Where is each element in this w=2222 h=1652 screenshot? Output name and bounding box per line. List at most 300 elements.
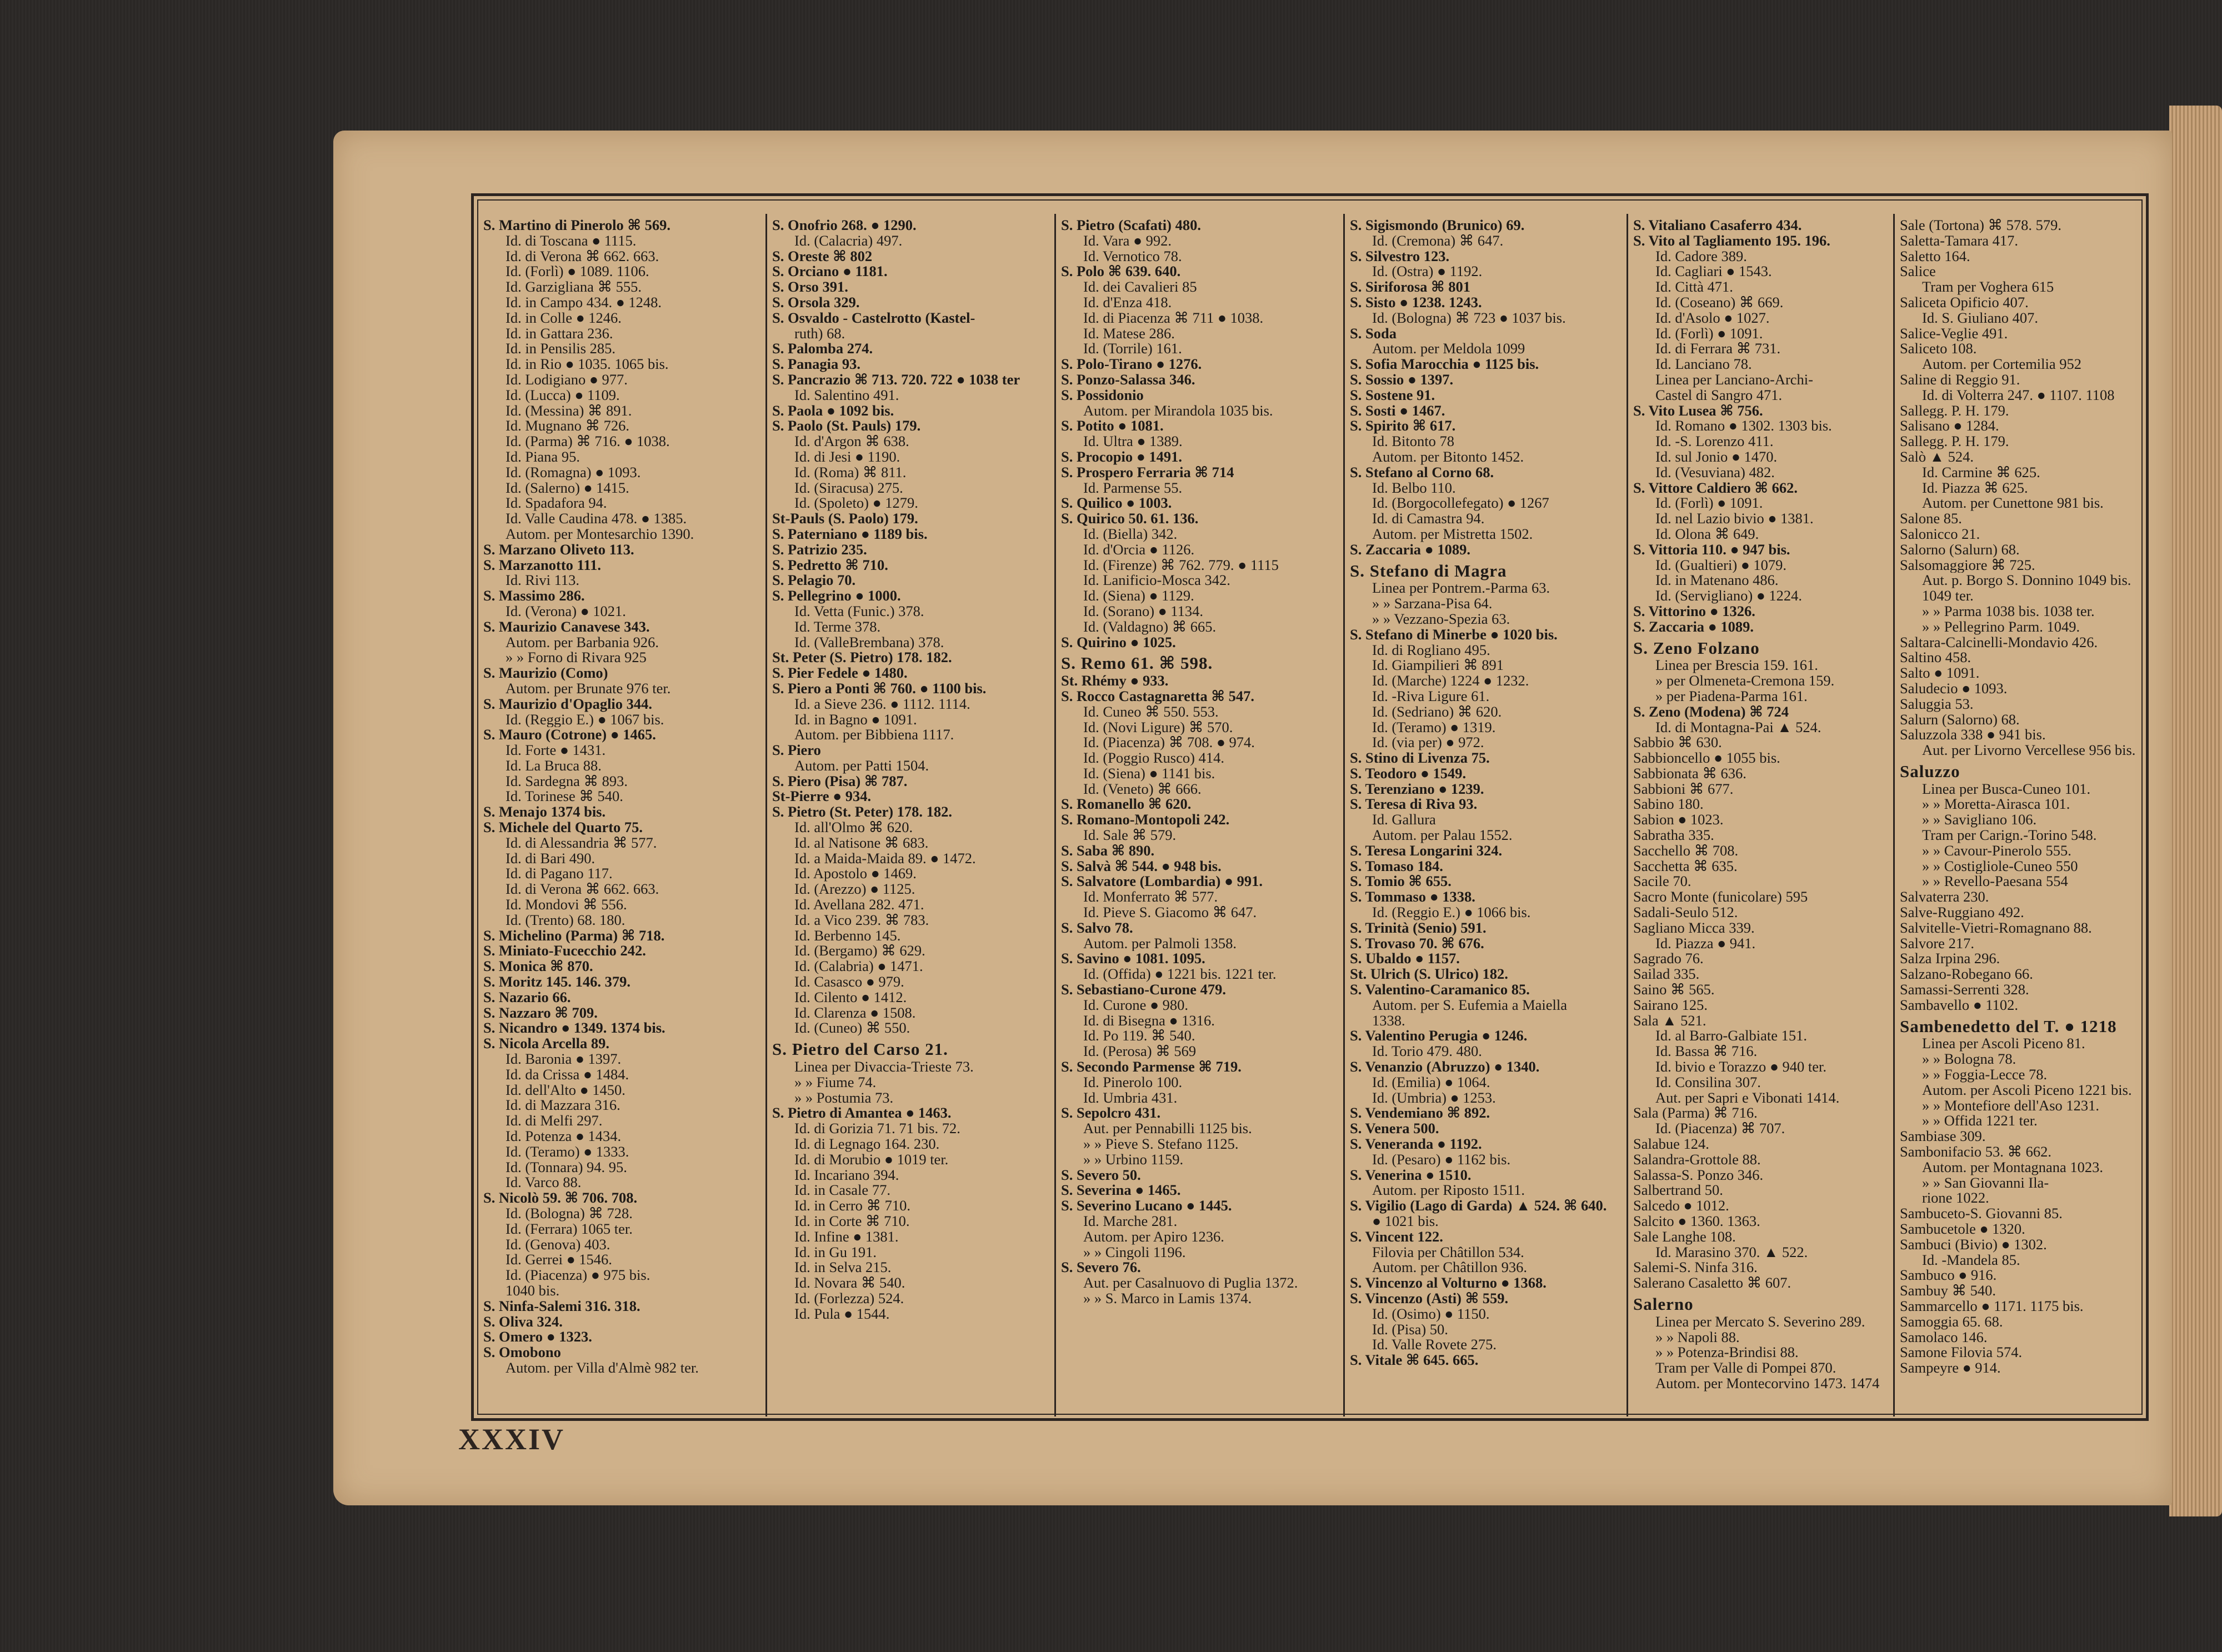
index-entry: Sabbioncello ● 1055 bis. — [1633, 750, 1780, 766]
index-entry: Id. S. Giuliano 407. — [1922, 310, 2039, 326]
index-entry: Id. di Verona ⌘ 662. 663. — [506, 882, 659, 898]
index-entry: Id. Avellana 282. 471. — [794, 897, 924, 913]
index-entry: Id. (Offida) ● 1221 bis. 1221 ter. — [1083, 967, 1277, 983]
index-entry: rione 1022. — [1922, 1190, 1989, 1207]
index-entry: S. Sigismondo (Brunico) 69. — [1350, 218, 1525, 233]
index-entry: Id. (Teramo) ● 1333. — [506, 1144, 629, 1160]
index-entry: Salonicco 21. — [1900, 526, 1980, 542]
index-entry: Salzano-Robegano 66. — [1900, 967, 2033, 983]
index-column-2 — [772, 218, 1050, 1415]
section-heading: Salerno — [1633, 1294, 1694, 1314]
index-entry: S. Vitale ⌘ 645. 665. — [1350, 1353, 1479, 1368]
index-entry: Autom. per Montesarchio 1390. — [506, 526, 694, 542]
index-entry: Salcedo ● 1012. — [1633, 1198, 1729, 1214]
index-entry: » » Parma 1038 bis. 1038 ter. — [1922, 603, 2095, 619]
index-entry: Id. di Gorizia 71. 71 bis. 72. — [794, 1121, 960, 1137]
index-entry: Saino ⌘ 565. — [1633, 982, 1715, 998]
index-entry: Saltara-Calcinelli-Mondavio 426. — [1900, 634, 2098, 650]
column-divider — [1893, 214, 1895, 1416]
index-entry: S. Orsola 329. — [772, 294, 860, 311]
index-entry: Id. (Gualtieri) ● 1079. — [1655, 557, 1787, 573]
index-entry: Id. (Pesaro) ● 1162 bis. — [1372, 1152, 1511, 1168]
index-entry: Linea per Pontrem.-Parma 63. — [1372, 580, 1550, 597]
index-entry: S. Marzano Oliveto 113. — [483, 542, 634, 558]
index-entry: Id. (Trento) 68. 180. — [506, 912, 625, 928]
index-entry: Autom. per Bibbiena 1117. — [794, 727, 954, 743]
index-entry: Id. Cilento ● 1412. — [794, 989, 907, 1005]
index-entry: Id. (Novi Ligure) ⌘ 570. — [1083, 719, 1233, 735]
index-entry: Id. (Reggio E.) ● 1067 bis. — [506, 712, 664, 728]
index-entry: St-Pauls (S. Paolo) 179. — [772, 511, 918, 527]
index-entry: Tram per Valle di Pompei 870. — [1655, 1360, 1836, 1376]
index-entry: » » Urbino 1159. — [1083, 1152, 1184, 1168]
index-entry: » per Piadena-Parma 161. — [1655, 688, 1808, 704]
index-entry: S. Teresa di Riva 93. — [1350, 797, 1478, 813]
index-entry: Linea per Ascoli Piceno 81. — [1922, 1036, 2085, 1052]
index-entry: Id. Valle Rovete 275. — [1372, 1337, 1497, 1353]
index-entry: Id. (Romagna) ● 1093. — [506, 464, 641, 480]
index-entry: Id. (Siena) ● 1129. — [1083, 588, 1194, 604]
index-entry: » » Moretta-Airasca 101. — [1922, 797, 2070, 813]
index-entry: Id. in Matenano 486. — [1655, 573, 1779, 589]
index-entry: Saliceto 108. — [1900, 341, 1977, 357]
index-entry: Salto ● 1091. — [1900, 665, 1980, 681]
index-entry: Id. Sale ⌘ 579. — [1083, 828, 1177, 843]
index-entry: Id. (Parma) ⌘ 716. ● 1038. — [506, 434, 670, 449]
index-entry: Id. (Vesuviana) 482. — [1655, 464, 1775, 480]
index-column-5 — [1633, 218, 1889, 1415]
index-entry: Id. (Arezzo) ● 1125. — [794, 882, 915, 898]
index-entry: Id. Clarenza ● 1508. — [794, 1005, 916, 1021]
index-entry: S. Quirico 50. 61. 136. — [1061, 511, 1199, 527]
index-entry: Tram per Carign.-Torino 548. — [1922, 828, 2097, 843]
index-entry: Id. al Natisone ⌘ 683. — [794, 835, 929, 851]
index-entry: Id. a Sieve 236. ● 1112. 1114. — [794, 696, 970, 712]
index-entry: Id. (Ostra) ● 1192. — [1372, 264, 1483, 280]
index-entry: Saludecio ● 1093. — [1900, 680, 2008, 697]
index-entry: Id. all'Olmo ⌘ 620. — [794, 820, 913, 835]
index-entry: S. Paolo (St. Pauls) 179. — [772, 418, 921, 434]
index-entry: Salsomaggiore ⌘ 725. — [1900, 557, 2035, 573]
index-entry: Id. Città 471. — [1655, 279, 1733, 295]
index-entry: Id. (Spoleto) ● 1279. — [794, 495, 918, 512]
index-entry: Id. di Bari 490. — [506, 850, 595, 867]
index-entry: S. Pietro (St. Peter) 178. 182. — [772, 804, 953, 820]
index-entry: Linea per Mercato S. Severino 289. — [1655, 1314, 1865, 1330]
index-entry: Id. Cagliari ● 1543. — [1655, 264, 1772, 280]
index-column-6 — [1900, 218, 2144, 1415]
index-entry: Sambonifacio 53. ⌘ 662. — [1900, 1144, 2052, 1160]
index-entry: S. Romanello ⌘ 620. — [1061, 797, 1192, 813]
index-entry: S. Vito al Tagliamento 195. 196. — [1633, 233, 1830, 249]
index-entry: » » Fiume 74. — [794, 1074, 877, 1090]
index-entry: Id. Apostolo ● 1469. — [794, 866, 917, 882]
index-entry: S. Paterniano ● 1189 bis. — [772, 526, 928, 542]
index-entry: Salone 85. — [1900, 511, 1962, 527]
index-entry: Id. (Borgocollefegato) ● 1267 — [1372, 495, 1549, 512]
index-entry: S. Valentino Perugia ● 1246. — [1350, 1028, 1528, 1044]
index-entry: » per Olmeneta-Cremona 159. — [1655, 673, 1835, 689]
index-entry: Salurn (Salorno) 68. — [1900, 712, 2020, 728]
index-entry: » » Costigliole-Cuneo 550 — [1922, 858, 2078, 874]
index-entry: St. Rhémy ● 933. — [1061, 673, 1169, 689]
index-entry: Id. Spadafora 94. — [506, 495, 607, 512]
index-entry: Id. (Emilia) ● 1064. — [1372, 1074, 1490, 1090]
index-entry: S. Vendemiano ⌘ 892. — [1350, 1105, 1490, 1122]
index-entry: S. Sepolcro 431. — [1061, 1105, 1161, 1122]
index-entry: Id. Torio 479. 480. — [1372, 1044, 1482, 1060]
index-entry: Sairano 125. — [1633, 997, 1708, 1013]
index-entry: » » Montefiore dell'Aso 1231. — [1922, 1098, 2100, 1114]
index-entry: Id. Mondovi ⌘ 556. — [506, 897, 627, 913]
index-entry: Salvitelle-Vietri-Romagnano 88. — [1900, 920, 2092, 936]
index-entry: Id. Rivi 113. — [506, 573, 579, 589]
index-entry: Sadali-Seulo 512. — [1633, 905, 1738, 920]
index-entry: Id. (Osimo) ● 1150. — [1372, 1306, 1490, 1322]
index-entry: Id. (Umbria) ● 1253. — [1372, 1090, 1496, 1106]
index-entry: Autom. per Mirandola 1035 bis. — [1083, 403, 1273, 419]
index-entry: S. Vincenzo al Volturno ● 1368. — [1350, 1275, 1547, 1291]
index-entry: St. Peter (S. Pietro) 178. 182. — [772, 650, 952, 666]
index-entry: S. Severo 50. — [1061, 1167, 1141, 1183]
index-entry: Id. Forte ● 1431. — [506, 743, 606, 758]
index-entry: S. Zaccaria ● 1089. — [1350, 542, 1470, 558]
index-entry: Id. (Forlì) ● 1091. — [1655, 326, 1763, 342]
index-entry: S. Omero ● 1323. — [483, 1329, 592, 1345]
index-entry: Salvore 217. — [1900, 935, 1974, 952]
index-entry: Id. (Sorano) ● 1134. — [1083, 603, 1203, 619]
index-entry: S. Salvatore (Lombardia) ● 991. — [1061, 874, 1263, 890]
index-entry: 1040 bis. — [506, 1283, 560, 1299]
index-entry: Id. (Coseano) ⌘ 669. — [1655, 294, 1784, 311]
index-entry: » » Savigliano 106. — [1922, 812, 2037, 828]
index-entry: Id. (Biella) 342. — [1083, 526, 1178, 542]
index-entry: 1338. — [1372, 1013, 1405, 1029]
column-divider — [1054, 214, 1056, 1416]
index-entry: Id. di Legnago 164. 230. — [794, 1137, 940, 1152]
index-entry: Sabratha 335. — [1633, 828, 1714, 843]
index-entry: Sacchetta ⌘ 635. — [1633, 858, 1738, 874]
index-entry: S. Teodoro ● 1549. — [1350, 765, 1467, 782]
index-entry: Id. di Camastra 94. — [1372, 511, 1485, 527]
index-entry: Sagrado 76. — [1633, 951, 1704, 967]
index-entry: Id. (Siracusa) 275. — [794, 480, 903, 496]
index-entry: Id. a Vico 239. ⌘ 783. — [794, 912, 929, 928]
column-divider — [1343, 214, 1345, 1416]
index-entry: Salvaterra 230. — [1900, 889, 1989, 905]
index-entry: Id. (Messina) ⌘ 891. — [506, 403, 632, 419]
index-entry: Id. di Melfi 297. — [506, 1113, 603, 1129]
index-entry: S. Pier Fedele ● 1480. — [772, 665, 908, 681]
index-entry: S. Vigilio (Lago di Garda) ▲ 524. ⌘ 640. — [1350, 1198, 1607, 1214]
index-entry: S. Savino ● 1081. 1095. — [1061, 951, 1205, 967]
index-entry: Autom. per Cunettone 981 bis. — [1922, 495, 2104, 512]
index-entry: S. Oreste ⌘ 802 — [772, 248, 873, 264]
index-entry: S. Terenziano ● 1239. — [1350, 781, 1484, 797]
index-entry: Id. in Corte ⌘ 710. — [794, 1214, 910, 1229]
index-entry: Sabino 180. — [1633, 797, 1704, 813]
index-entry: Id. (Poggio Rusco) 414. — [1083, 750, 1224, 766]
column-divider — [765, 214, 767, 1416]
index-entry: S. Paola ● 1092 bis. — [772, 403, 894, 419]
index-entry: Id. Matese 286. — [1083, 326, 1175, 342]
index-entry: S. Maurizio d'Opaglio 344. — [483, 696, 653, 712]
section-heading: S. Stefano di Magra — [1350, 560, 1507, 580]
index-entry: Id. (Cremona) ⌘ 647. — [1372, 233, 1504, 249]
index-entry: Id. Romano ● 1302. 1303 bis. — [1655, 418, 1832, 434]
index-entry: Sabbio ⌘ 630. — [1633, 735, 1722, 751]
index-entry: Saletta-Tamara 417. — [1900, 233, 2018, 249]
index-entry: S. Stefano al Corno 68. — [1350, 464, 1494, 480]
index-entry: Id. Gerrei ● 1546. — [506, 1252, 612, 1268]
index-entry: Autom. per Bitonto 1452. — [1372, 449, 1524, 465]
index-entry: Saline di Reggio 91. — [1900, 372, 2020, 388]
index-entry: Samolaco 146. — [1900, 1329, 1988, 1345]
index-entry: Salbertrand 50. — [1633, 1183, 1723, 1199]
index-entry: Salcito ● 1360. 1363. — [1633, 1214, 1760, 1229]
index-entry: Id. in Rio ● 1035. 1065 bis. — [506, 357, 669, 372]
index-entry: Id. nel Lazio bivio ● 1381. — [1655, 511, 1814, 527]
index-entry: S. Sebastiano-Curone 479. — [1061, 982, 1226, 998]
index-entry: Id. (ValleBrembana) 378. — [794, 634, 944, 650]
index-entry: » » Foggia-Lecce 78. — [1922, 1067, 2048, 1083]
index-entry: S. Moritz 145. 146. 379. — [483, 974, 630, 990]
index-entry: » » Cingoli 1196. — [1083, 1244, 1186, 1260]
index-entry: S. Venera 500. — [1350, 1121, 1439, 1137]
index-entry: S. Secondo Parmense ⌘ 719. — [1061, 1059, 1242, 1075]
index-entry: Autom. per Meldola 1099 — [1372, 341, 1525, 357]
index-entry: » » Cavour-Pinerolo 555. — [1922, 843, 2071, 859]
index-entry: S. Miniato-Fucecchio 242. — [483, 943, 646, 959]
index-entry: Id. (Firenze) ⌘ 762. 779. ● 1115 — [1083, 557, 1279, 573]
index-entry: S. Pedretto ⌘ 710. — [772, 557, 888, 573]
index-entry: Autom. per Châtillon 936. — [1372, 1260, 1527, 1276]
index-entry: » » Vezzano-Spezia 63. — [1372, 611, 1510, 627]
section-heading: S. Remo 61. ⌘ 598. — [1061, 653, 1213, 673]
index-entry: Saluggia 53. — [1900, 696, 1974, 712]
index-entry: Sale Langhe 108. — [1633, 1229, 1736, 1245]
index-entry: S. Pancrazio ⌘ 713. 720. 722 ● 1038 ter — [772, 372, 1020, 388]
index-entry: S. Vito Lusea ⌘ 756. — [1633, 403, 1763, 419]
index-entry: Sacro Monte (funicolare) 595 — [1633, 889, 1808, 905]
index-entry: Id. Marche 281. — [1083, 1214, 1178, 1229]
index-entry: Id. (Verona) ● 1021. — [506, 603, 626, 619]
index-entry: S. Piero — [772, 743, 821, 758]
index-entry: S. Patrizio 235. — [772, 542, 867, 558]
index-entry: S. Trinità (Senio) 591. — [1350, 920, 1487, 936]
index-entry: Id. (Pisa) 50. — [1372, 1321, 1448, 1338]
index-entry: Id. Po 119. ⌘ 540. — [1083, 1028, 1195, 1044]
index-entry: S. Teresa Longarini 324. — [1350, 843, 1503, 859]
index-entry: Id. Torinese ⌘ 540. — [506, 789, 623, 805]
index-entry: Id. (Bologna) ⌘ 728. — [506, 1206, 633, 1222]
index-entry: Id. di Bisegna ● 1316. — [1083, 1013, 1215, 1029]
index-entry: Id. in Bagno ● 1091. — [794, 712, 917, 728]
index-entry: Saluzzola 338 ● 941 bis. — [1900, 727, 2046, 743]
index-entry: S. Prospero Ferraria ⌘ 714 — [1061, 464, 1234, 480]
index-entry: S. Siriforosa ⌘ 801 — [1350, 279, 1470, 295]
index-entry: Id. (Tonnara) 94. 95. — [506, 1159, 627, 1175]
index-entry: S. Nicola Arcella 89. — [483, 1036, 609, 1052]
index-column-1 — [483, 218, 761, 1415]
index-entry: Id. in Casale 77. — [794, 1183, 890, 1199]
index-entry: Id. Casasco ● 979. — [794, 974, 904, 990]
index-entry: Samassi-Serrenti 328. — [1900, 982, 2029, 998]
index-entry: Sambucetole ● 1320. — [1900, 1222, 2025, 1237]
index-entry: S. Orciano ● 1181. — [772, 264, 888, 280]
index-entry: Sambuco ● 916. — [1900, 1268, 1997, 1284]
index-entry: Id. (Piacenza) ● 975 bis. — [506, 1268, 650, 1283]
index-entry: S. Piero (Pisa) ⌘ 787. — [772, 773, 908, 789]
index-entry: S. Vincenzo (Asti) ⌘ 559. — [1350, 1290, 1509, 1306]
index-entry: S. Michele del Quarto 75. — [483, 820, 643, 835]
index-entry: Id. in Selva 215. — [794, 1260, 892, 1276]
index-entry: Salandra-Grottole 88. — [1633, 1152, 1761, 1168]
index-entry: Aut. per Sapri e Vibonati 1414. — [1655, 1090, 1840, 1106]
index-entry: S. Severina ● 1465. — [1061, 1183, 1181, 1199]
index-entry: Id. bivio e Torazzo ● 940 ter. — [1655, 1059, 1827, 1075]
index-entry: » » Potenza-Brindisi 88. — [1655, 1345, 1799, 1361]
index-entry: Id. Belbo 110. — [1372, 480, 1456, 496]
index-entry: Id. in Gu 191. — [794, 1244, 877, 1260]
index-entry: Id. Piazza ● 941. — [1655, 935, 1756, 952]
index-entry: Sambuceto-S. Giovanni 85. — [1900, 1206, 2063, 1222]
index-entry: Id. (Lucca) ● 1109. — [506, 387, 620, 403]
index-entry: Sailad 335. — [1633, 967, 1700, 983]
index-entry: S. Osvaldo - Castelrotto (Kastel- — [772, 310, 975, 326]
index-entry: S. Pelagio 70. — [772, 573, 856, 589]
index-entry: Autom. per Brunate 976 ter. — [506, 680, 671, 697]
index-entry: S. Orso 391. — [772, 279, 848, 295]
index-entry: Id. d'Asolo ● 1027. — [1655, 310, 1770, 326]
index-entry: S. Zaccaria ● 1089. — [1633, 619, 1754, 635]
index-entry: Id. Pinerolo 100. — [1083, 1074, 1183, 1090]
index-entry: S. Onofrio 268. ● 1290. — [772, 218, 917, 233]
index-entry: » » S. Marco in Lamis 1374. — [1083, 1290, 1252, 1306]
index-entry: S. Nazario 66. — [483, 989, 571, 1005]
index-entry: Saletto 164. — [1900, 248, 1970, 264]
index-entry: Id. (Ferrara) 1065 ter. — [506, 1221, 633, 1237]
index-entry: Id. in Colle ● 1246. — [506, 310, 622, 326]
index-entry: Id. (Sedriano) ⌘ 620. — [1372, 704, 1502, 720]
index-entry: S. Severino Lucano ● 1445. — [1061, 1198, 1232, 1214]
index-entry: Sacile 70. — [1633, 874, 1691, 890]
index-entry: Autom. per Montecorvino 1473. 1474 — [1655, 1375, 1880, 1391]
index-entry: Salorno (Salurn) 68. — [1900, 542, 2020, 558]
index-entry: Id. Incariano 394. — [794, 1167, 899, 1183]
index-entry: S. Menajo 1374 bis. — [483, 804, 606, 820]
index-entry: Id. (Perosa) ⌘ 569 — [1083, 1044, 1197, 1060]
index-entry: S. Mauro (Cotrone) ● 1465. — [483, 727, 656, 743]
index-column-3 — [1061, 218, 1339, 1415]
index-entry: Id. Vernotico 78. — [1083, 248, 1182, 264]
index-entry: Id. Mugnano ⌘ 726. — [506, 418, 630, 434]
index-entry: S. Michelino (Parma) ⌘ 718. — [483, 928, 665, 944]
index-entry: Sambuy ⌘ 540. — [1900, 1283, 1996, 1299]
index-entry: Id. Vetta (Funic.) 378. — [794, 603, 924, 619]
index-entry: Sala ▲ 521. — [1633, 1013, 1706, 1029]
index-entry: Id. Potenza ● 1434. — [506, 1129, 622, 1144]
index-entry: Sabion ● 1023. — [1633, 812, 1724, 828]
index-entry: S. Salvo 78. — [1061, 920, 1133, 936]
section-heading: S. Pietro del Carso 21. — [772, 1039, 948, 1059]
index-entry: S. Salvà ⌘ 544. ● 948 bis. — [1061, 858, 1222, 874]
index-entry: » » Bologna 78. — [1922, 1052, 2016, 1068]
index-entry: St. Ulrich (S. Ulrico) 182. — [1350, 967, 1508, 983]
index-entry: Id. Piazza ⌘ 625. — [1922, 480, 2028, 496]
index-entry: Sala (Parma) ⌘ 716. — [1633, 1105, 1758, 1122]
index-entry: Id. Sardegna ⌘ 893. — [506, 773, 628, 789]
index-entry: Id. in Gattara 236. — [506, 326, 613, 342]
index-entry: Autom. per Palau 1552. — [1372, 828, 1513, 843]
index-entry: S. Monica ⌘ 870. — [483, 959, 593, 975]
index-entry: Id. (Calacria) 497. — [794, 233, 903, 249]
index-entry: S. Soda — [1350, 326, 1397, 342]
index-entry: S. Stino di Livenza 75. — [1350, 750, 1490, 766]
index-entry: Sallegg. P. H. 179. — [1900, 434, 2009, 449]
index-entry: Id. Infine ● 1381. — [794, 1229, 899, 1245]
index-entry: 1049 ter. — [1922, 588, 1974, 604]
page-number: XXXIV — [458, 1423, 565, 1456]
index-entry: Id. Garzigliana ⌘ 555. — [506, 279, 642, 295]
index-entry: S. Polo-Tirano ● 1276. — [1061, 357, 1202, 372]
index-entry: Id. Lanciano 78. — [1655, 357, 1752, 372]
index-entry: Id. di Pagano 117. — [506, 866, 613, 882]
index-entry: Id. di Jesi ● 1190. — [794, 449, 900, 465]
index-entry: Salza Irpina 296. — [1900, 951, 2000, 967]
index-entry: Id. d'Enza 418. — [1083, 294, 1172, 311]
index-entry: Aut. per Casalnuovo di Puglia 1372. — [1083, 1275, 1298, 1291]
index-entry: Autom. per Apiro 1236. — [1083, 1229, 1224, 1245]
index-entry: Id. (Genova) 403. — [506, 1237, 610, 1253]
index-entry: S. Saba ⌘ 890. — [1061, 843, 1155, 859]
index-entry: » » San Giovanni Ila- — [1922, 1175, 2049, 1191]
index-entry: Id. Cuneo ⌘ 550. 553. — [1083, 704, 1219, 720]
index-entry: Id. Piana 95. — [506, 449, 580, 465]
index-entry: Id. (Roma) ⌘ 811. — [794, 464, 907, 480]
index-entry: Linea per Busca-Cuneo 101. — [1922, 781, 2091, 797]
index-entry: S. Maurizio Canavese 343. — [483, 619, 650, 635]
index-entry: Autom. per Mistretta 1502. — [1372, 526, 1533, 542]
index-entry: Id. Berbenno 145. — [794, 928, 901, 944]
index-entry: Id. -Riva Ligure 61. — [1372, 688, 1490, 704]
index-entry: S. Sostene 91. — [1350, 387, 1435, 403]
index-entry: Sale (Tortona) ⌘ 578. 579. — [1900, 218, 2062, 233]
index-entry: Id. di Rogliano 495. — [1372, 642, 1490, 658]
index-entry: Id. dell'Alto ● 1450. — [506, 1082, 625, 1098]
page-stack-edge — [2169, 106, 2222, 1516]
index-entry: Id. (via per) ● 972. — [1372, 735, 1484, 751]
index-entry: Id. Gallura — [1372, 812, 1436, 828]
index-entry: Id. Pieve S. Giacomo ⌘ 647. — [1083, 905, 1257, 920]
index-entry: Salemi-S. Ninfa 316. — [1633, 1260, 1758, 1276]
index-entry: S. Tomaso 184. — [1350, 858, 1443, 874]
index-entry: S. Quirino ● 1025. — [1061, 634, 1176, 650]
index-entry: Sacchello ⌘ 708. — [1633, 843, 1739, 859]
index-entry: S. Trovaso 70. ⌘ 676. — [1350, 935, 1484, 952]
index-entry: Samoggia 65. 68. — [1900, 1314, 2003, 1330]
index-entry: Id. Marasino 370. ▲ 522. — [1655, 1244, 1808, 1260]
index-entry: Autom. per Cortemilia 952 — [1922, 357, 2082, 372]
index-entry: Id. Bitonto 78 — [1372, 434, 1454, 449]
index-entry: S. Maurizio (Como) — [483, 665, 608, 681]
index-entry: Autom. per Palmoli 1358. — [1083, 935, 1237, 952]
index-entry: Id. Baronia ● 1397. — [506, 1052, 622, 1067]
index-entry: Autom. per Ascoli Piceno 1221 bis. — [1922, 1082, 2132, 1098]
index-entry: Autom. per Montagnana 1023. — [1922, 1159, 2104, 1175]
index-entry: S. Piero a Ponti ⌘ 760. ● 1100 bis. — [772, 680, 987, 697]
index-entry: St-Pierre ● 934. — [772, 789, 872, 805]
